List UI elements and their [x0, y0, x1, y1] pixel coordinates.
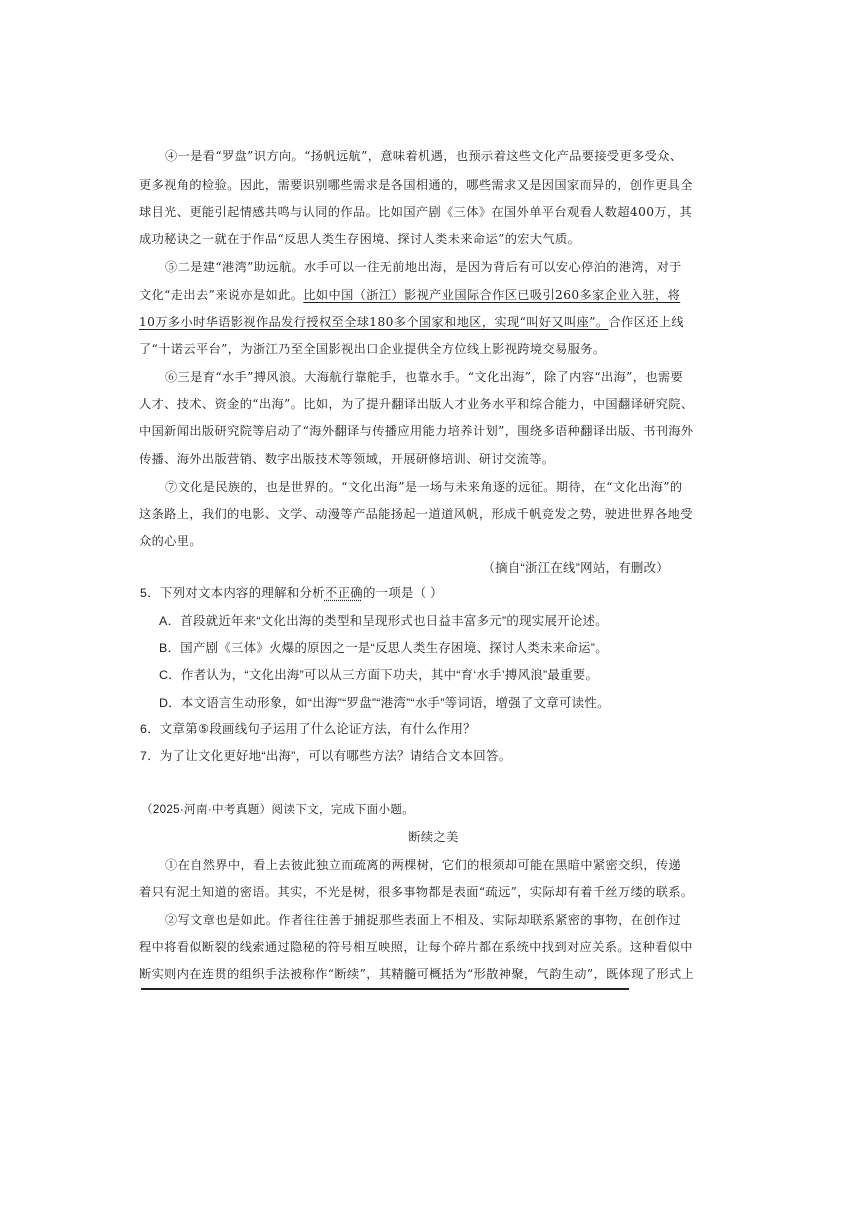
p7-line-2: 这条路上，我们的电影、文学、动漫等产品能扬起一道道风帆，形成千帆竞发之势，驶进世界各地受 [139, 507, 693, 521]
p6-line-1: ⑥三是育“水手”搏风浪。大海航行靠舵手，也靠水手。“文化出海”，除了内容“出海”，也需要 [165, 370, 684, 384]
p7-line-1: ⑦文化是民族的，也是世界的。“文化出海”是一场与未来角逐的远征。期待，在“文化出海”的 [165, 480, 683, 494]
option-c: C．作者认为，“文化出海”可以从三方面下功夫，其中“育‘水手’搏风浪”最重要。 [159, 668, 599, 682]
option-a: A．首段就近年来“文化出海的类型和呈现形式也日益丰富多元”的现实展开论述。 [159, 614, 608, 628]
p6-line-3: 中国新闻出版研究院等启动了“海外翻译与传播应用能力培养计划”，围绕多语种翻译出版、书刊海外 [139, 424, 694, 438]
p7-line-3: 众的心里。 [139, 534, 202, 548]
p2-2-line-2: 程中将看似断裂的线索通过隐秘的符号相互映照，让每个碎片都在系统中找到对应关系。这种看似中 [139, 940, 693, 954]
p5-line-3 [139, 314, 684, 330]
p4-line-3: 球目光、更能引起情感共鸣与认同的作品。比如国产剧《三体》在国外单平台观看人数超400万，其 [139, 205, 693, 219]
p2-2-line-1: ②写文章也是如此。作者往往善于捕捉那些表面上不相及、实际却联系紧密的事物，在创作过 [165, 913, 682, 927]
question-5-text-end: 的一项是（ ） [362, 586, 443, 600]
option-b: B．国产剧《三体》火爆的原因之一是“反思人类生存困境、探讨人类未来命运”。 [159, 641, 608, 655]
p6-line-4: 传播、海外出版营销、数字出版技术等领域，开展研修培训、研讨交流等。 [139, 452, 555, 466]
source-note: （摘自“浙江在线”网站，有删改） [482, 561, 669, 575]
p4-line-4: 成功秘诀之一就在于作品“反思人类生存困境、探讨人类未来命运”的宏大气质。 [139, 232, 581, 246]
question-7: 7．为了让文化更好地“出海”，可以有哪些方法？请结合文本回答。 [140, 749, 512, 763]
question-5-emphasis: 不正确 [324, 586, 363, 600]
p4-line-1: ④一是看“罗盘”识方向。“扬帆远航”，意味着机遇，也预示着这些文化产品要接受更多受众、 [165, 149, 683, 163]
p4-line-2: 更多视角的检验。因此，需要识别哪些需求是各国相通的，哪些需求又是因国家而异的，创作更具全 [139, 178, 693, 192]
p5-line-2-plain: 文化“走出去”来说亦是如此。 [139, 288, 304, 302]
p5-line-4: 了“十诺云平台”，为浙江乃至全国影视出口企业提供全方位线上影视跨境交易服务。 [139, 342, 606, 356]
page-divider [141, 988, 629, 990]
p5-underlined-sentence-part-1: 比如中国（浙江）影视产业国际合作区已吸引260多家企业入驻，将 [303, 288, 681, 302]
p2-1-line-2: 着只有泥土知道的密语。其实，不光是树，很多事物都是表面“疏远”，实际却有着千丝万缕的联系。 [139, 885, 694, 899]
question-5 [140, 585, 443, 601]
p5-line-3-plain: 合作区还上线 [608, 315, 684, 329]
p5-line-2 [139, 287, 680, 303]
p2-2-line-3: 断实则内在连贯的组织手法被称作“断续”，其精髓可概括为“形散神聚，气韵生动”，既体现了形式上 [139, 967, 695, 981]
p2-1-line-1: ①在自然界中，看上去彼此独立而疏离的两棵树，它们的根须却可能在黑暗中紧密交织，传递 [165, 858, 682, 872]
p6-line-2: 人才、技术、资金的“出海”。比如，为了提升翻译出版人才业务水平和综合能力，中国翻译研究院、 [139, 397, 694, 411]
passage-2-intro: （2025·河南·中考真题）阅读下文，完成下面小题。 [141, 803, 415, 816]
p5-line-1: ⑤二是建“港湾”助远航。水手可以一往无前地出海，是因为背后有可以安心停泊的港湾，对于 [165, 260, 682, 274]
p5-underlined-sentence-part-2: 10万多小时华语影视作品发行授权至全球180多个国家和地区，实现“叫好又叫座”。 [139, 315, 609, 329]
passage-2-title: 断续之美 [408, 830, 459, 844]
option-d: D．本文语言生动形象，如“出海”“罗盘”“港湾”“水手”等词语，增强了文章可读性。 [159, 696, 610, 710]
question-6: 6．文章第⑤段画线句子运用了什么论证方法，有什么作用？ [140, 722, 476, 736]
question-5-text-start: 5．下列对文本内容的理解和分析 [140, 586, 325, 600]
